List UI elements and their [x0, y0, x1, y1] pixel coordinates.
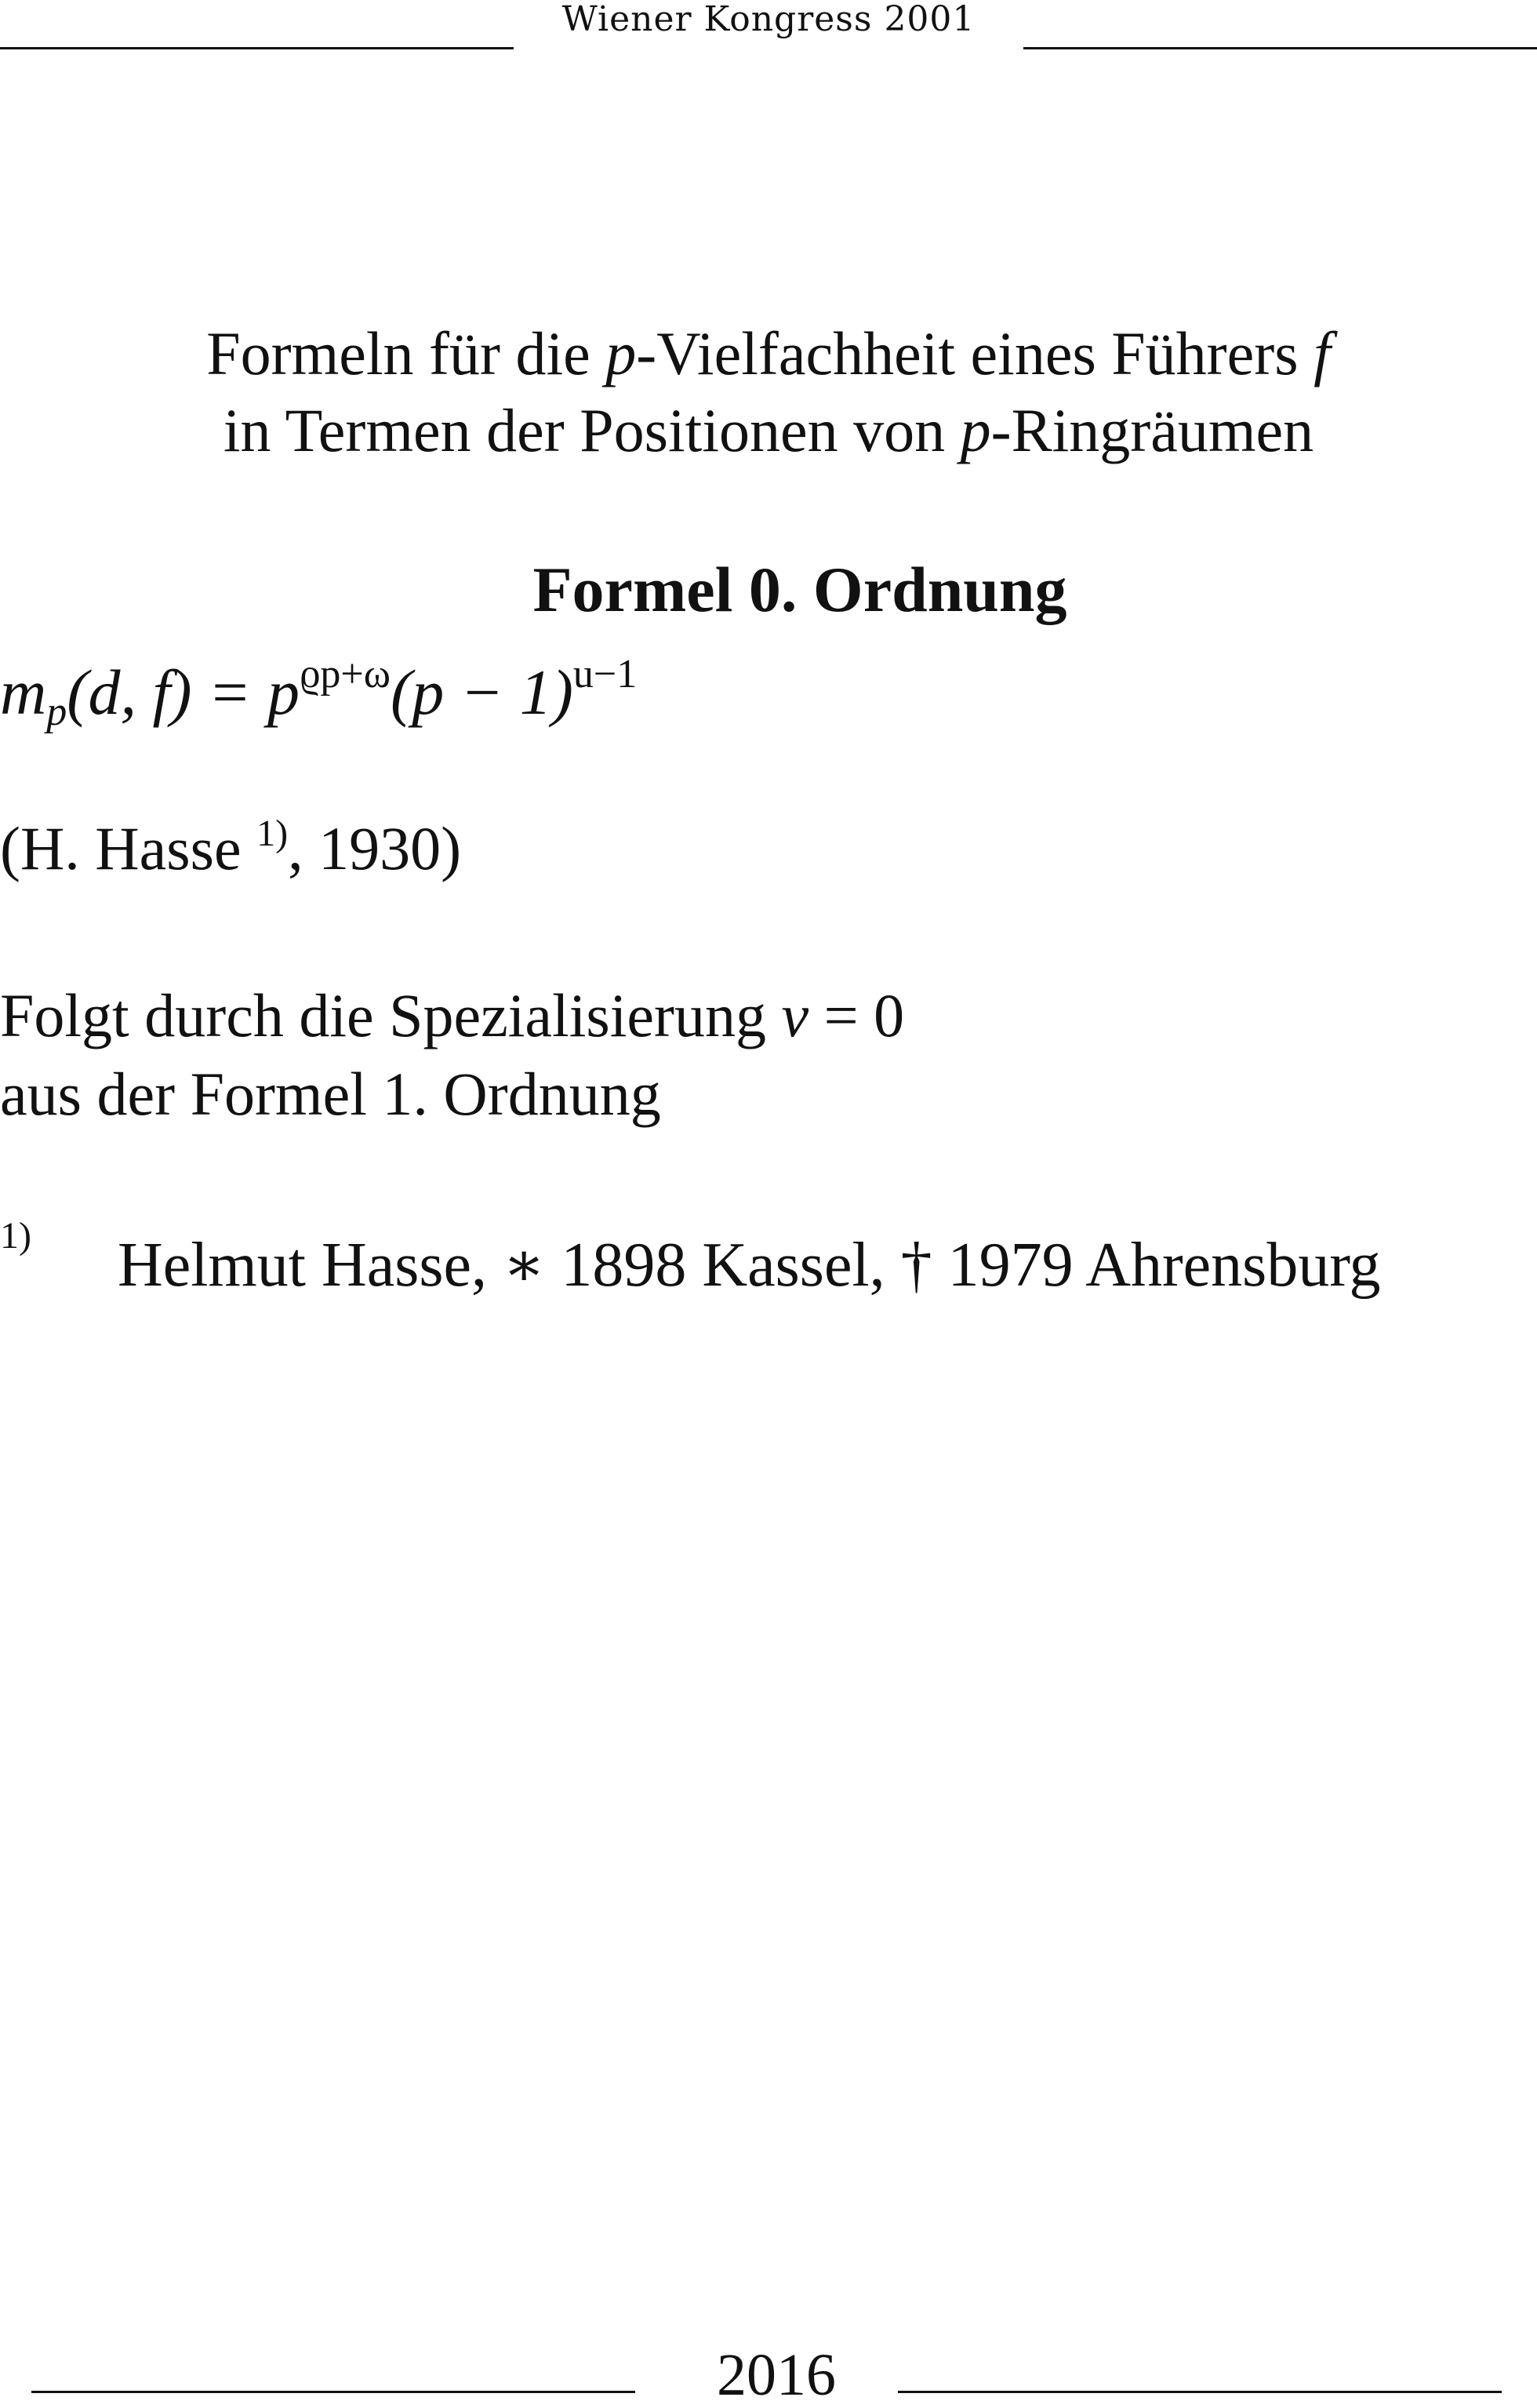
formula-base: p — [267, 657, 300, 728]
body-line-1-pre: Folgt durch die Spezialisierung — [0, 981, 782, 1049]
formula-m-subscript: p — [46, 689, 67, 734]
body-line-1-post: = 0 — [808, 981, 905, 1049]
title-line-1-mid: -Vielfachheit eines Führers — [636, 319, 1314, 387]
formula-exponent: ϱp+ω — [299, 652, 391, 697]
body-line-2: aus der Formel 1. Ordnung — [0, 1060, 661, 1128]
running-header: Wiener Kongress 2001 — [561, 0, 976, 39]
attribution-open: (H. Hasse — [0, 814, 257, 882]
title-line-1 — [0, 315, 1537, 392]
body-line-1 — [0, 980, 904, 1051]
title-var-p: p — [605, 319, 637, 387]
formula — [0, 651, 637, 735]
footnote-marker: 1) — [0, 1215, 31, 1257]
footnote-reference: 1) — [256, 813, 289, 854]
attribution — [0, 812, 461, 884]
attribution-close: , 1930) — [288, 814, 462, 882]
footer-rule-right — [898, 2391, 1502, 2393]
formula-args: (d, f) = — [67, 657, 267, 728]
formula-factor-exponent: u−1 — [572, 652, 638, 697]
body-math-v: v — [781, 981, 809, 1049]
section-heading: Formel 0. Ordnung — [532, 554, 1067, 625]
page-number: 2016 — [717, 2342, 836, 2408]
title-line-1-pre: Formeln für die — [206, 319, 606, 387]
title-line-2 — [0, 392, 1537, 469]
title-line-2-pre: in Termen der Positionen von — [223, 396, 961, 464]
formula-m: m — [0, 657, 47, 728]
title-var-p-2: p — [960, 396, 991, 464]
formula-factor: (p − 1) — [390, 657, 573, 728]
header-rule-right — [1023, 47, 1537, 49]
title-var-f: f — [1314, 319, 1331, 387]
title-line-2-post: -Ringräumen — [990, 396, 1314, 464]
footnote-text: Helmut Hasse, ∗ 1898 Kassel, † 1979 Ahrensburg — [118, 1231, 1381, 1300]
header-rule-left — [0, 47, 514, 49]
